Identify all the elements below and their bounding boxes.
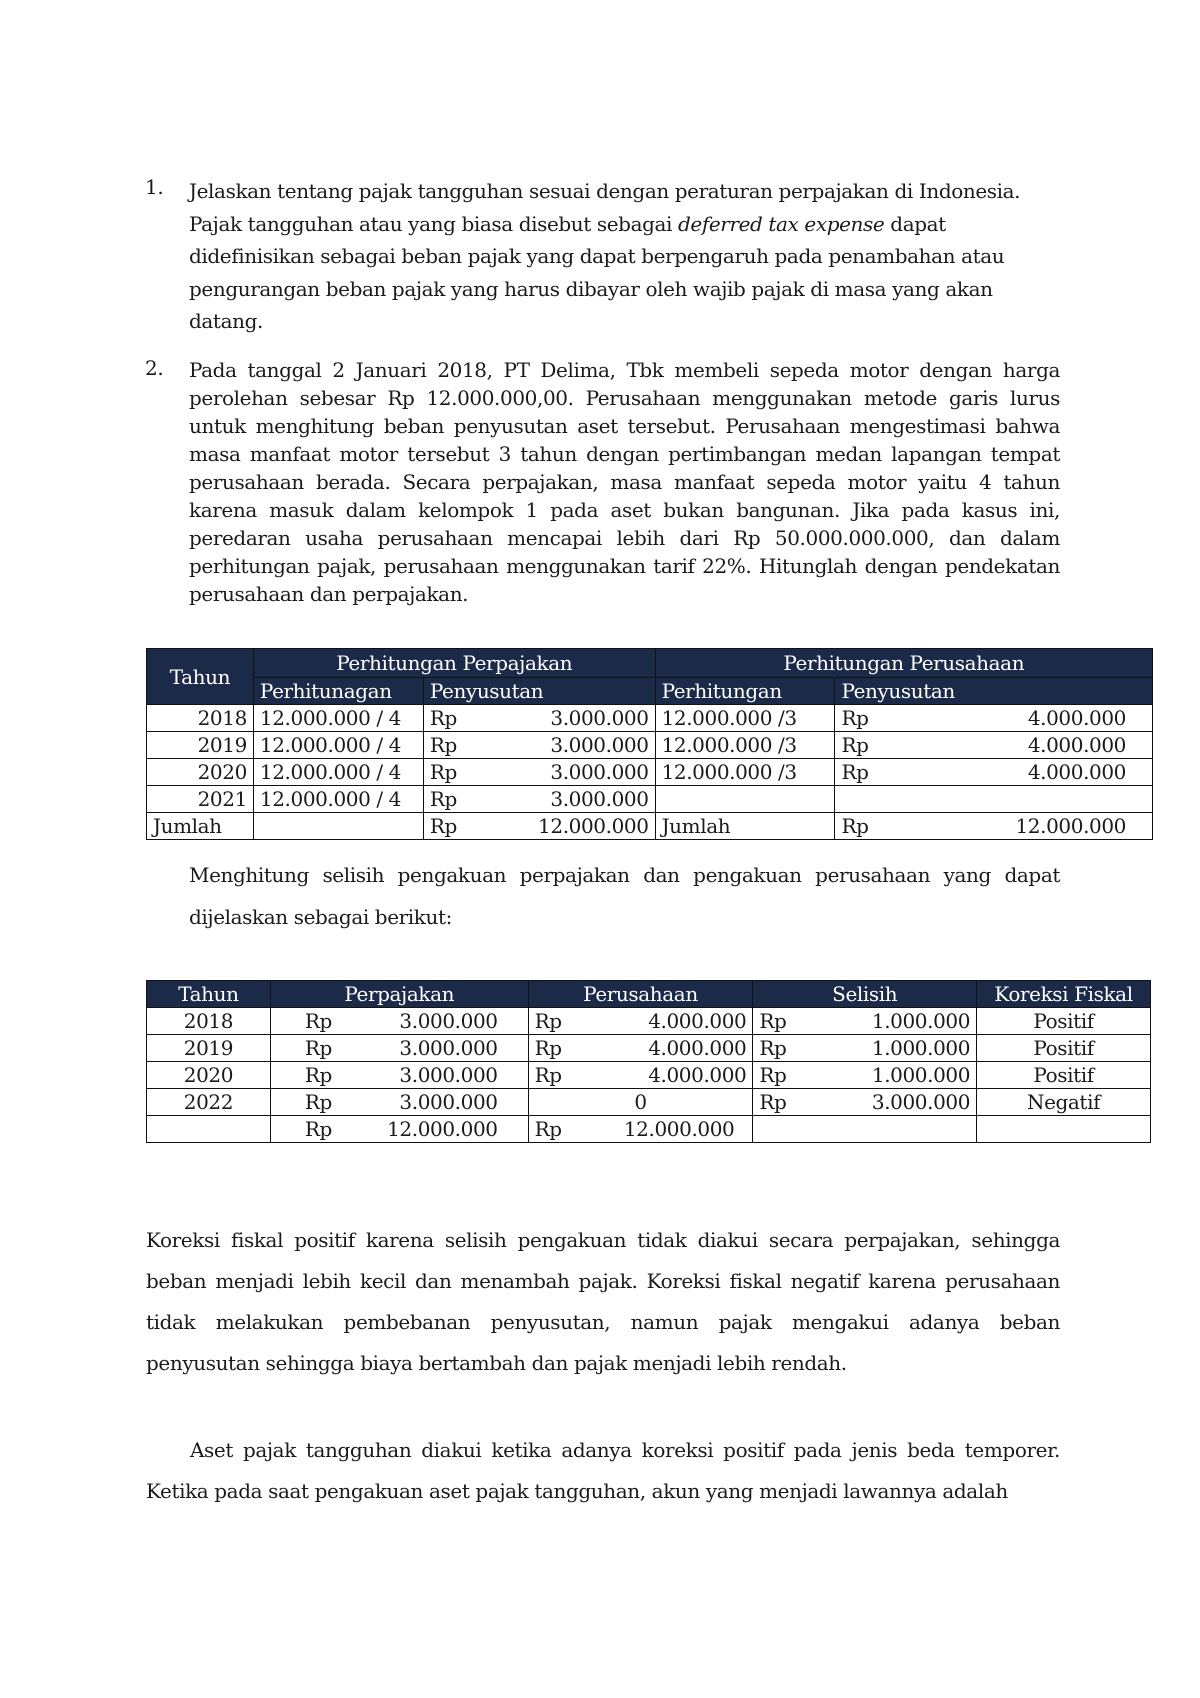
t1-pajak-calc: 12.000.000 / 4 <box>253 705 423 732</box>
t2-tahun: 2020 <box>147 1062 271 1089</box>
t1-per-amount <box>835 759 1153 786</box>
t2-total-p-rp: Rp <box>304 1117 332 1141</box>
t2-perusahaan <box>528 1008 753 1035</box>
question-2-number: 2. <box>145 356 164 380</box>
t2-selisih <box>753 1062 977 1089</box>
question-1-text: Jelaskan tentang pajak tangguhan sesuai dengan peraturan perpajakan di Indonesia. <box>189 179 1021 203</box>
table-row <box>147 1008 1151 1035</box>
t2-total-empty <box>147 1116 271 1143</box>
t1-subheader-perhitungan: Perhitungan <box>655 678 835 705</box>
answer-1-after: dapat didefinisikan sebagai beban pajak yang dapat berpengaruh pada penambahan atau pengurangan beban pajak yang harus dibayar oleh wajib pajak di masa yang akan datang. <box>189 211 1005 333</box>
t2-c-rp: Rp <box>534 1063 562 1087</box>
t1-pajak-val: 3.000.000 <box>550 787 649 811</box>
difference-table <box>146 980 1151 1143</box>
table-row <box>147 1035 1151 1062</box>
t2-c-val: 4.000.000 <box>648 1063 747 1087</box>
t1-header-tahun: Tahun <box>147 649 254 705</box>
t1-pajak-val: 3.000.000 <box>550 760 649 784</box>
t1-header-perusahaan: Perhitungan Perusahaan <box>655 649 1152 678</box>
t2-total-perpajakan <box>270 1116 528 1143</box>
t2-c-rp: Rp <box>534 1036 562 1060</box>
t2-header-perpajakan: Perpajakan <box>270 981 528 1008</box>
t1-tahun: 2021 <box>147 786 254 813</box>
t2-total-selisih-empty <box>753 1116 977 1143</box>
t1-per-amount <box>835 705 1153 732</box>
t2-perusahaan <box>528 1089 753 1116</box>
t1-header-perpajakan: Perhitungan Perpajakan <box>253 649 655 678</box>
answer-1-before: Pajak tangguhan atau yang biasa disebut sebagai <box>189 211 678 236</box>
question-2 <box>145 356 1060 608</box>
t2-s-rp: Rp <box>759 1036 787 1060</box>
t1-per-calc <box>655 786 835 813</box>
t2-s-rp: Rp <box>759 1009 787 1033</box>
t2-header-tahun: Tahun <box>147 981 271 1008</box>
question-2-text: Pada tanggal 2 Januari 2018, PT Delima, Tbk membeli sepeda motor dengan harga perolehan sebesar Rp 12.000.000,00. Perusahaan menggunakan metode garis lurus untuk menghitung beban penyusutan aset tersebut. Perusahaan mengestimasi bahwa masa manfaat motor tersebut 3 tahun dengan pertimbangan medan lapangan tempat perusahaan berada. Secara perpajakan, masa manfaat sepeda motor yaitu 4 tahun karena masuk dalam kelompok 1 pada aset bukan bangunan. Jika pada kasus ini, peredaran usaha perusahaan mencapai lebih dari Rp 50.000.000.000, dan dalam perhitungan pajak, perusahaan menggunakan tarif 22%. Hitunglah dengan pendekatan perusahaan dan perpajakan. <box>189 358 1060 606</box>
koreksi-paragraph: Koreksi fiskal positif karena selisih pengakuan tidak diakui secara perpajakan, sehingga beban menjadi lebih kecil dan menambah pajak. Koreksi fiskal negatif karena perusahaan tidak melakukan pembebanan penyusutan, namun pajak mengakui adanya beban penyusutan sehingga biaya bertambah dan pajak menjadi lebih rendah. <box>146 1228 1060 1375</box>
t1-per-calc: 12.000.000 /3 <box>655 759 835 786</box>
question-1-number: 1. <box>145 175 164 199</box>
t2-c-rp: Rp <box>534 1009 562 1033</box>
t1-pajak-calc: 12.000.000 / 4 <box>253 786 423 813</box>
table-row <box>147 1089 1151 1116</box>
t2-total-c-val: 12.000.000 <box>623 1117 735 1141</box>
t2-c-val: 4.000.000 <box>648 1009 747 1033</box>
t1-pajak-amount <box>423 705 655 732</box>
t2-perpajakan <box>270 1008 528 1035</box>
t1-pajak-amount <box>423 786 655 813</box>
t1-per-val: 4.000.000 <box>1027 733 1126 757</box>
t2-header-selisih: Selisih <box>753 981 977 1008</box>
t2-perusahaan <box>528 1035 753 1062</box>
t1-total-per-label: Jumlah <box>655 813 835 840</box>
t1-pajak-rp: Rp <box>429 787 457 811</box>
t1-tahun: 2019 <box>147 732 254 759</box>
t2-header-koreksi: Koreksi Fiskal <box>977 981 1151 1008</box>
t2-koreksi: Positif <box>977 1062 1151 1089</box>
t1-pajak-amount <box>423 732 655 759</box>
t1-per-calc: 12.000.000 /3 <box>655 705 835 732</box>
t2-perpajakan <box>270 1089 528 1116</box>
t2-c-val: 4.000.000 <box>648 1036 747 1060</box>
t2-koreksi: Positif <box>977 1008 1151 1035</box>
t1-tahun: 2018 <box>147 705 254 732</box>
t2-perpajakan <box>270 1062 528 1089</box>
answer-1-text <box>189 208 1060 338</box>
t1-per-val: 4.000.000 <box>1027 706 1126 730</box>
t2-total-perusahaan <box>528 1116 753 1143</box>
t1-per-amount <box>835 732 1153 759</box>
t1-per-rp: Rp <box>841 760 869 784</box>
t2-perusahaan <box>528 1062 753 1089</box>
t1-total-label: Jumlah <box>147 813 254 840</box>
t2-s-rp: Rp <box>759 1063 787 1087</box>
t1-per-calc: 12.000.000 /3 <box>655 732 835 759</box>
t2-p-rp: Rp <box>304 1090 332 1114</box>
t2-p-val: 3.000.000 <box>399 1036 498 1060</box>
t2-total-p-val: 12.000.000 <box>387 1117 498 1141</box>
t2-s-val: 1.000.000 <box>871 1009 971 1033</box>
t2-selisih <box>753 1089 977 1116</box>
t2-total-koreksi-empty <box>977 1116 1151 1143</box>
t2-total-c-rp: Rp <box>534 1117 562 1141</box>
t2-header-perusahaan: Perusahaan <box>528 981 753 1008</box>
table-row <box>147 786 1153 813</box>
t1-per-val: 4.000.000 <box>1027 760 1126 784</box>
t2-selisih <box>753 1008 977 1035</box>
t1-total-pajak <box>423 813 655 840</box>
t2-p-rp: Rp <box>304 1009 332 1033</box>
t2-tahun: 2019 <box>147 1035 271 1062</box>
t2-koreksi: Positif <box>977 1035 1151 1062</box>
t2-s-val: 1.000.000 <box>871 1036 971 1060</box>
question-1 <box>145 175 1060 338</box>
t2-s-val: 3.000.000 <box>871 1090 971 1114</box>
table-row <box>147 759 1153 786</box>
answer-1-italic: deferred tax expense <box>678 211 885 236</box>
table-total-row <box>147 1116 1151 1143</box>
t2-p-val: 3.000.000 <box>399 1063 498 1087</box>
t1-total-pajak-rp: Rp <box>429 814 457 838</box>
table-row <box>147 1062 1151 1089</box>
table-row <box>147 705 1153 732</box>
t1-total-per-rp: Rp <box>841 814 869 838</box>
t1-tahun: 2020 <box>147 759 254 786</box>
t1-subheader-penyusutan-pajak: Penyusutan <box>423 678 655 705</box>
t2-tahun: 2018 <box>147 1008 271 1035</box>
t1-pajak-calc: 12.000.000 / 4 <box>253 759 423 786</box>
t1-subheader-perhitunagan: Perhitunagan <box>253 678 423 705</box>
calc-paragraph: Menghitung selisih pengakuan perpajakan dan pengakuan perusahaan yang dapat dijelaskan sebagai berikut: <box>189 863 1060 929</box>
table-total-row <box>147 813 1153 840</box>
t2-p-val: 3.000.000 <box>399 1090 498 1114</box>
t2-perpajakan <box>270 1035 528 1062</box>
t1-pajak-rp: Rp <box>429 706 457 730</box>
t2-p-rp: Rp <box>304 1063 332 1087</box>
table-row <box>147 732 1153 759</box>
t1-subheader-penyusutan-perusahaan: Penyusutan <box>835 678 1153 705</box>
t2-tahun: 2022 <box>147 1089 271 1116</box>
t1-per-amount <box>835 786 1153 813</box>
t2-p-val: 3.000.000 <box>399 1009 498 1033</box>
t1-pajak-calc: 12.000.000 / 4 <box>253 732 423 759</box>
aset-paragraph: Aset pajak tangguhan diakui ketika adanya koreksi positif pada jenis beda temporer. Ketika pada saat pengakuan aset pajak tangguhan, akun yang menjadi lawannya adalah <box>146 1438 1060 1503</box>
t1-pajak-rp: Rp <box>429 733 457 757</box>
t1-total-pajak-val: 12.000.000 <box>538 814 649 838</box>
depreciation-table <box>146 648 1153 840</box>
t1-pajak-val: 3.000.000 <box>550 706 649 730</box>
t2-c-val: 0 <box>634 1090 647 1114</box>
t1-per-rp: Rp <box>841 706 869 730</box>
t1-pajak-amount <box>423 759 655 786</box>
t1-pajak-rp: Rp <box>429 760 457 784</box>
t2-s-rp: Rp <box>759 1090 787 1114</box>
t2-koreksi: Negatif <box>977 1089 1151 1116</box>
t1-per-rp: Rp <box>841 733 869 757</box>
t1-total-empty <box>253 813 423 840</box>
t2-selisih <box>753 1035 977 1062</box>
t1-total-per-val: 12.000.000 <box>1015 814 1126 838</box>
t1-pajak-val: 3.000.000 <box>550 733 649 757</box>
t2-s-val: 1.000.000 <box>871 1063 971 1087</box>
t1-total-per <box>835 813 1153 840</box>
t2-p-rp: Rp <box>304 1036 332 1060</box>
